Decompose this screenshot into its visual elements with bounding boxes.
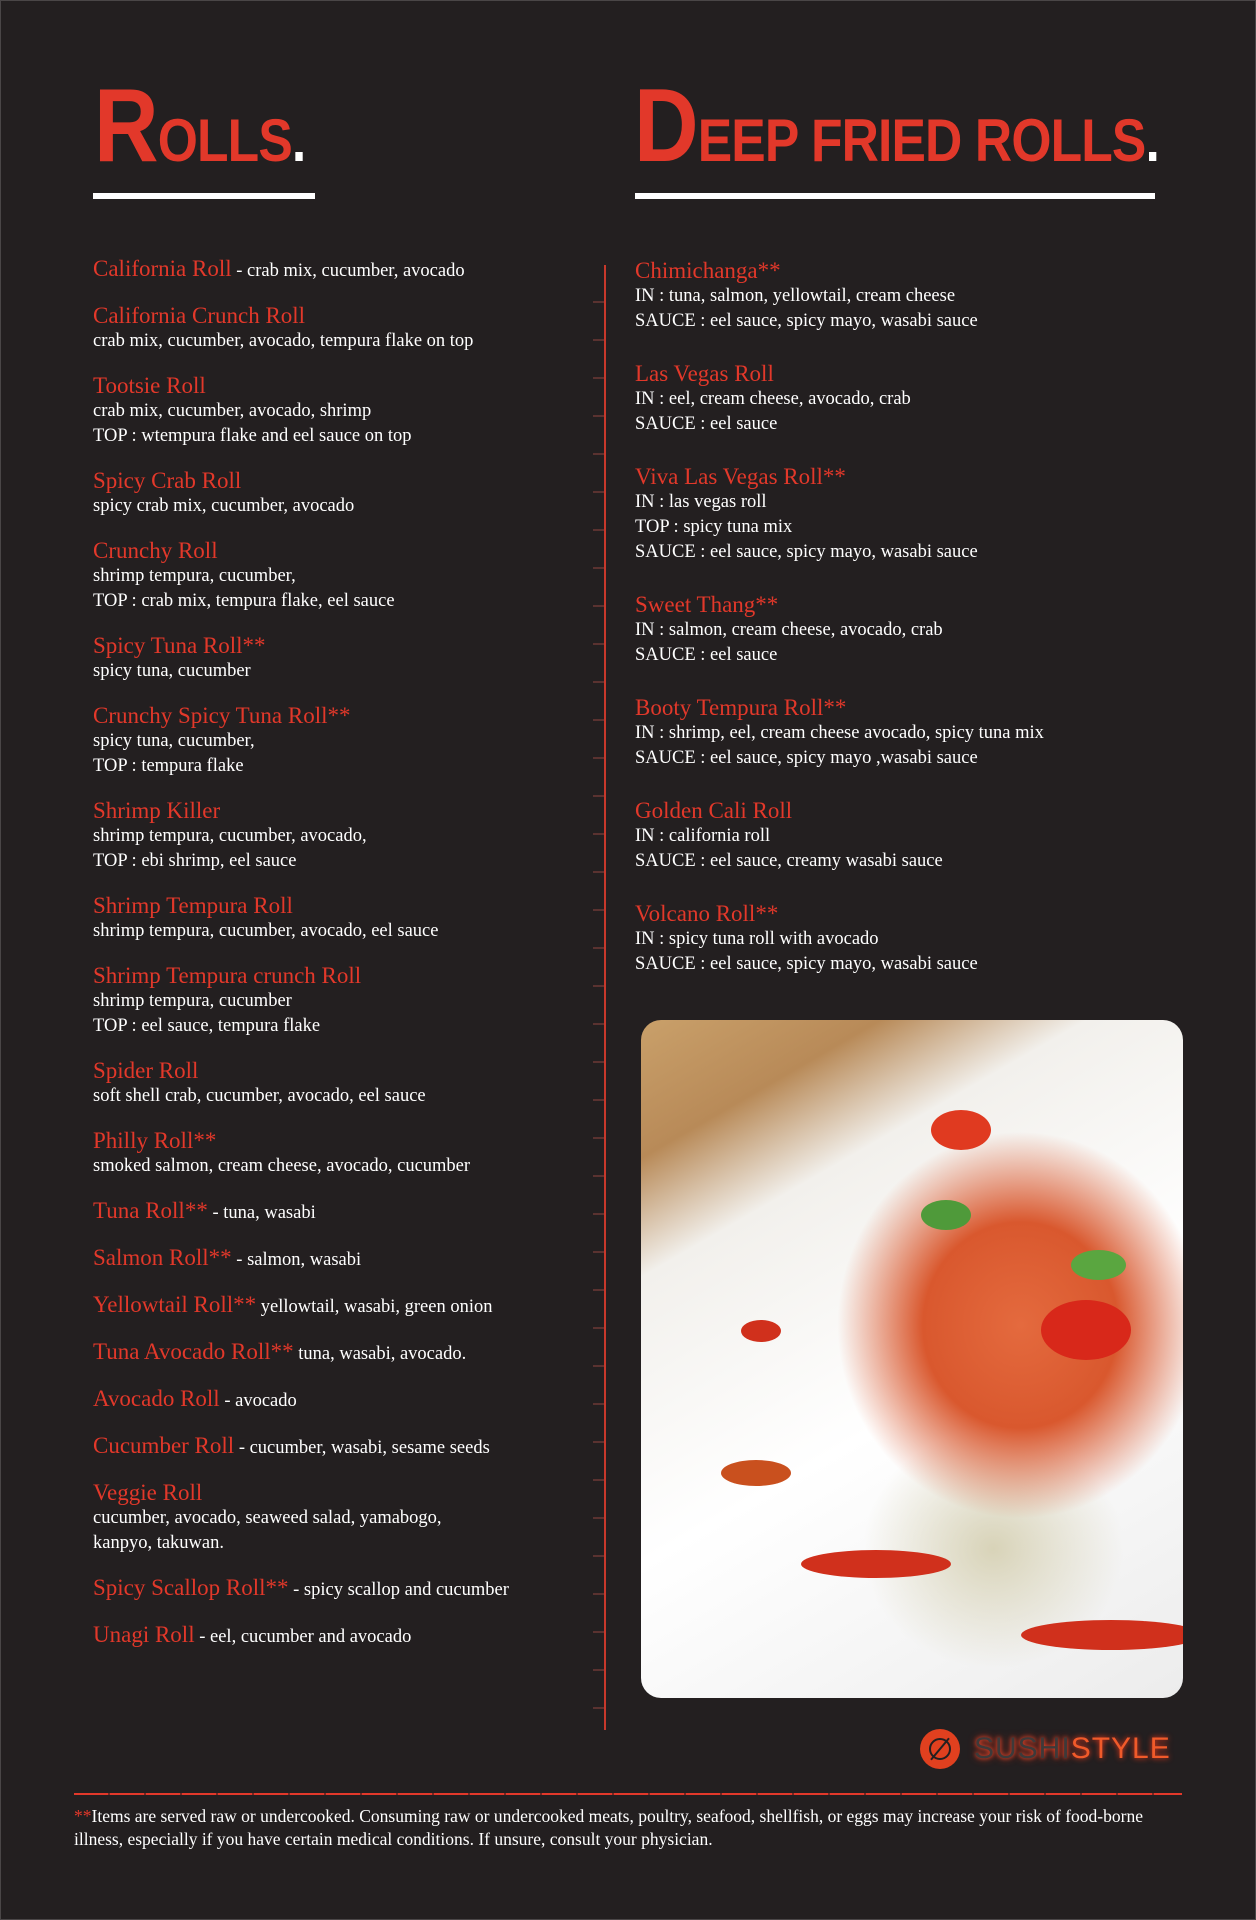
menu-item-header xyxy=(635,900,1195,927)
divider-ticks xyxy=(593,265,604,1730)
rolls-heading xyxy=(94,68,306,184)
menu-item-detail: IN : eel, cream cheese, avocado, crab xyxy=(635,389,911,409)
menu-item-header xyxy=(635,694,1195,721)
menu-item-name: Tootsie Roll xyxy=(93,373,206,398)
menu-item-header xyxy=(93,1291,593,1320)
roll-item xyxy=(93,1127,593,1179)
menu-item-header xyxy=(635,591,1195,618)
footer-rule xyxy=(74,1793,1182,1795)
green-onion-garnish xyxy=(921,1200,971,1230)
menu-item-detail: SAUCE : eel sauce, spicy mayo, wasabi sauce xyxy=(635,542,978,562)
menu-item-name: Salmon Roll** xyxy=(93,1245,232,1270)
rolls-list xyxy=(93,255,593,1668)
menu-item-description: - avocado xyxy=(219,1391,297,1411)
sushi-style-logo xyxy=(920,1728,1171,1770)
menu-item-detail: TOP : tempura flake xyxy=(93,756,244,776)
menu-item-detail: spicy tuna, cucumber, xyxy=(93,731,255,751)
roll-item xyxy=(93,1385,593,1414)
menu-item-name: Spider Roll xyxy=(93,1058,199,1083)
menu-item-header xyxy=(93,467,593,494)
deep-fried-underline xyxy=(635,193,1155,199)
menu-item-header xyxy=(93,537,593,564)
menu-item-detail: shrimp tempura, cucumber, avocado, xyxy=(93,826,367,846)
deep-fried-roll-item xyxy=(635,257,1195,334)
roll-item xyxy=(93,632,593,684)
menu-item-detail: shrimp tempura, cucumber, xyxy=(93,566,296,586)
menu-item-detail: TOP : wtempura flake and eel sauce on top xyxy=(93,426,412,446)
roll-item xyxy=(93,1432,593,1461)
menu-item-name: Viva Las Vegas Roll** xyxy=(635,464,846,489)
roll-item xyxy=(93,1479,593,1556)
deep-fried-list xyxy=(635,257,1195,1003)
menu-item-name: Crunchy Spicy Tuna Roll** xyxy=(93,703,351,728)
menu-item-detail: IN : shrimp, eel, cream cheese avocado, spicy tuna mix xyxy=(635,723,1044,743)
menu-item-header xyxy=(635,360,1195,387)
logo-text-style: STYLE xyxy=(1070,1732,1171,1765)
rolls-heading-dot: . xyxy=(291,107,306,174)
menu-item-header xyxy=(93,302,593,329)
menu-item-header xyxy=(635,797,1195,824)
menu-item-header xyxy=(93,1197,593,1226)
menu-item-detail: spicy crab mix, cucumber, avocado xyxy=(93,496,355,516)
disclaimer-stars: ** xyxy=(74,1806,92,1826)
menu-item-header xyxy=(93,1574,593,1603)
menu-item-name: Unagi Roll xyxy=(93,1622,195,1647)
menu-item-detail: IN : las vegas roll xyxy=(635,492,767,512)
roll-item xyxy=(93,372,593,449)
roll-item xyxy=(93,1574,593,1603)
deep-fried-roll-item xyxy=(635,797,1195,874)
menu-item-detail: TOP : spicy tuna mix xyxy=(635,517,793,537)
roll-item xyxy=(93,1244,593,1273)
menu-item-detail: SAUCE : eel sauce, spicy mayo, wasabi sauce xyxy=(635,311,978,331)
logo-mark-icon xyxy=(920,1729,960,1769)
deep-fried-heading-initial: D xyxy=(634,68,698,184)
menu-item-name: Crunchy Roll xyxy=(93,538,218,563)
menu-item-name: California Crunch Roll xyxy=(93,303,306,328)
deep-fried-heading xyxy=(634,68,1159,184)
menu-item-name: Shrimp Killer xyxy=(93,798,221,823)
sauce-drop xyxy=(721,1460,791,1486)
menu-item-name: Sweet Thang** xyxy=(635,592,779,617)
menu-item-detail: SAUCE : eel sauce, spicy mayo ,wasabi sauce xyxy=(635,748,978,768)
tobiko-topping xyxy=(931,1110,991,1150)
menu-item-header xyxy=(93,632,593,659)
roll-item xyxy=(93,1057,593,1109)
menu-item-detail: IN : spicy tuna roll with avocado xyxy=(635,929,879,949)
rolls-heading-rest: OLLS xyxy=(157,107,292,174)
menu-item-name: Avocado Roll xyxy=(93,1386,220,1411)
menu-item-detail: SAUCE : eel sauce, spicy mayo, wasabi sauce xyxy=(635,954,978,974)
menu-item-header xyxy=(93,1057,593,1084)
roll-item xyxy=(93,1621,593,1650)
menu-item-header xyxy=(93,892,593,919)
menu-item-header xyxy=(93,1244,593,1273)
menu-item-name: Golden Cali Roll xyxy=(635,798,793,823)
menu-item-header xyxy=(93,797,593,824)
menu-item-name: Spicy Tuna Roll** xyxy=(93,633,266,658)
menu-item-detail: spicy tuna, cucumber xyxy=(93,661,251,681)
menu-item-name: Spicy Crab Roll xyxy=(93,468,242,493)
menu-item-header xyxy=(93,1127,593,1154)
menu-item-detail: smoked salmon, cream cheese, avocado, cucumber xyxy=(93,1156,471,1176)
roll-item xyxy=(93,892,593,944)
menu-item-name: Las Vegas Roll xyxy=(635,361,774,386)
menu-item-detail: IN : salmon, cream cheese, avocado, crab xyxy=(635,620,943,640)
roll-item xyxy=(93,1197,593,1226)
food-safety-disclaimer xyxy=(74,1805,1174,1851)
menu-item-detail: kanpyo, takuwan. xyxy=(93,1533,225,1553)
menu-item-detail: TOP : eel sauce, tempura flake xyxy=(93,1016,321,1036)
menu-item-description: - eel, cucumber and avocado xyxy=(194,1627,412,1647)
menu-item-header xyxy=(93,1385,593,1414)
menu-item-header xyxy=(93,1621,593,1650)
menu-item-detail: soft shell crab, cucumber, avocado, eel sauce xyxy=(93,1086,426,1106)
rolls-underline xyxy=(93,193,315,199)
menu-item-name: Yellowtail Roll** xyxy=(93,1292,257,1317)
menu-item-name: Volcano Roll** xyxy=(635,901,779,926)
roll-item xyxy=(93,702,593,779)
menu-item-detail: TOP : ebi shrimp, eel sauce xyxy=(93,851,297,871)
logo-text-sushi: SUSHI xyxy=(974,1732,1071,1765)
roll-item xyxy=(93,1338,593,1367)
green-onion-garnish xyxy=(1071,1250,1126,1280)
menu-item-detail: TOP : crab mix, tempura flake, eel sauce xyxy=(93,591,395,611)
menu-item-detail: SAUCE : eel sauce, creamy wasabi sauce xyxy=(635,851,943,871)
menu-item-detail: SAUCE : eel sauce xyxy=(635,414,778,434)
deep-fried-heading-word3: ROLLS xyxy=(974,107,1146,174)
roll-item xyxy=(93,467,593,519)
menu-item-name: Booty Tempura Roll** xyxy=(635,695,847,720)
menu-item-header xyxy=(635,463,1195,490)
roll-item xyxy=(93,537,593,614)
menu-item-header xyxy=(93,1479,593,1506)
roll-item xyxy=(93,255,593,284)
sauce-drop xyxy=(801,1550,951,1578)
menu-item-name: California Roll xyxy=(93,256,232,281)
menu-item-header xyxy=(93,962,593,989)
menu-item-description: - cucumber, wasabi, sesame seeds xyxy=(234,1438,490,1458)
menu-item-header xyxy=(93,372,593,399)
menu-item-name: Spicy Scallop Roll** xyxy=(93,1575,289,1600)
disclaimer-text: Items are served raw or undercooked. Consuming raw or undercooked meats, poultry, seafood, shellfish, or eggs may increase your risk of food-borne illness, especially if you have certain medical conditions. If unsure, consult your physician. xyxy=(74,1806,1143,1849)
deep-fried-heading-dot: . xyxy=(1145,107,1159,174)
menu-item-name: Chimichanga** xyxy=(635,258,781,283)
roll-item xyxy=(93,797,593,874)
deep-fried-roll-item xyxy=(635,900,1195,977)
roll-item xyxy=(93,1291,593,1320)
sauce-drop xyxy=(741,1320,781,1342)
menu-item-header xyxy=(93,702,593,729)
tobiko-topping xyxy=(1041,1300,1131,1360)
menu-item-detail: crab mix, cucumber, avocado, tempura flake on top xyxy=(93,331,474,351)
menu-item-header xyxy=(93,1432,593,1461)
deep-fried-roll-item xyxy=(635,694,1195,771)
deep-fried-heading-word2: FRIED xyxy=(810,107,962,174)
menu-item-name: Veggie Roll xyxy=(93,1480,203,1505)
menu-item-description: - crab mix, cucumber, avocado xyxy=(231,261,465,281)
deep-fried-heading-word1: EEP xyxy=(697,107,798,174)
menu-item-description: - spicy scallop and cucumber xyxy=(288,1580,509,1600)
deep-fried-roll-item xyxy=(635,360,1195,437)
deep-fried-roll-item xyxy=(635,463,1195,565)
menu-item-detail: IN : california roll xyxy=(635,826,771,846)
menu-item-description: yellowtail, wasabi, green onion xyxy=(256,1297,493,1317)
column-divider xyxy=(604,265,606,1730)
menu-item-detail: SAUCE : eel sauce xyxy=(635,645,778,665)
menu-item-detail: IN : tuna, salmon, yellowtail, cream cheese xyxy=(635,286,956,306)
menu-item-header xyxy=(93,1338,593,1367)
menu-item-name: Tuna Roll** xyxy=(93,1198,208,1223)
menu-item-header xyxy=(93,255,593,284)
deep-fried-roll-item xyxy=(635,591,1195,668)
menu-item-name: Shrimp Tempura Roll xyxy=(93,893,293,918)
roll-item xyxy=(93,962,593,1039)
menu-item-header xyxy=(635,257,1195,284)
menu-item-name: Tuna Avocado Roll** xyxy=(93,1339,294,1364)
sauce-drop xyxy=(1021,1620,1183,1650)
menu-item-name: Shrimp Tempura crunch Roll xyxy=(93,963,362,988)
menu-item-detail: crab mix, cucumber, avocado, shrimp xyxy=(93,401,372,421)
sushi-roll-photo xyxy=(641,1020,1183,1698)
menu-item-name: Cucumber Roll xyxy=(93,1433,235,1458)
menu-item-name: Philly Roll** xyxy=(93,1128,217,1153)
rolls-heading-initial: R xyxy=(94,68,158,184)
menu-item-description: - salmon, wasabi xyxy=(231,1250,362,1270)
menu-item-detail: shrimp tempura, cucumber, avocado, eel sauce xyxy=(93,921,439,941)
menu-item-detail: shrimp tempura, cucumber xyxy=(93,991,292,1011)
menu-item-detail: cucumber, avocado, seaweed salad, yamabogo, xyxy=(93,1508,442,1528)
menu-item-description: - tuna, wasabi xyxy=(207,1203,316,1223)
menu-item-description: tuna, wasabi, avocado. xyxy=(293,1344,467,1364)
roll-item xyxy=(93,302,593,354)
